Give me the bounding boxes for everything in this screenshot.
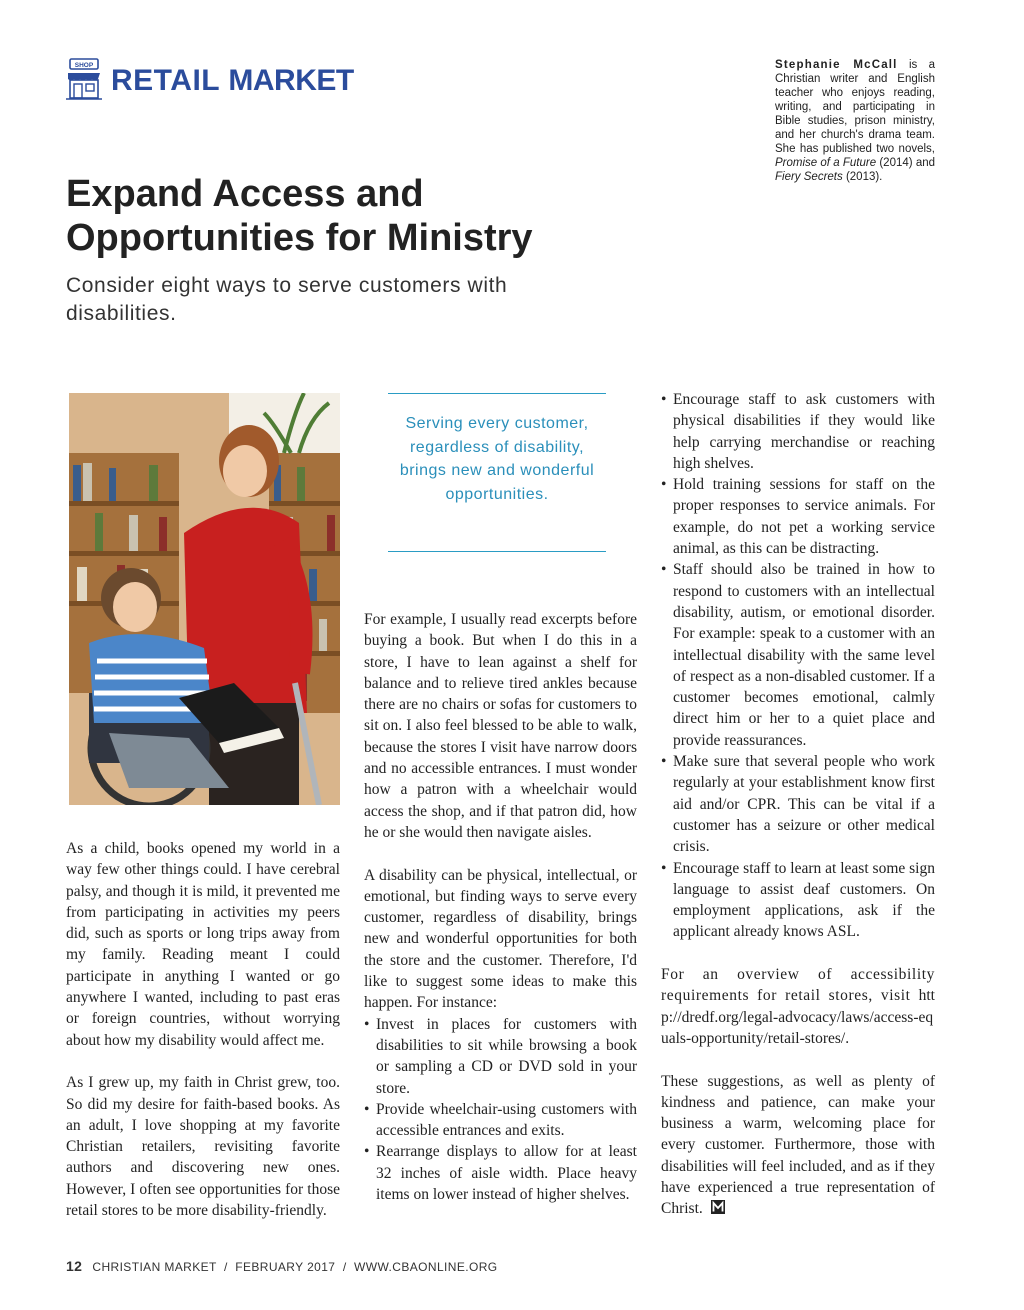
- paragraph: A disability can be physical, intellectual, or emotional, but finding ways to serve every customer, regardless of disability, brings new and wonderful opportunities for both the store and the customer. Therefore, I'd like to suggest some ideas to make this happen. For instance:: [364, 866, 637, 1012]
- article-column-1: [66, 838, 340, 1221]
- paragraph: [661, 1071, 935, 1220]
- page-number: 12: [66, 1258, 83, 1274]
- pull-quote: Serving every customer, regardless of disability, brings new and wonderful opportunities.: [399, 415, 595, 503]
- bio-text: is a Christian writer and English teacher who enjoys reading, writing, and participating in Bible studies, prison ministry, and her church's drama team. She has published two novels,: [775, 59, 936, 155]
- list-item: • Provide wheelchair-using customers with accessible entrances and exits.: [364, 1099, 637, 1142]
- pull-quote-rule-bottom: [388, 551, 606, 552]
- bio-text: (2013).: [842, 171, 883, 183]
- footer-text: CHRISTIAN MARKET / FEBRUARY 2017 / WWW.CBAONLINE.ORG: [92, 1260, 498, 1274]
- title-line: Opportunities for Ministry: [66, 217, 533, 259]
- suggestion-list: [661, 389, 935, 943]
- resource-link[interactable]: http://dredf.org/legal-advocacy/laws/access-equals-opportunity/retail-stores/.: [661, 987, 935, 1047]
- article-subtitle: Consider eight ways to serve customers with disabilities.: [66, 274, 508, 325]
- list-item: • Make sure that several people who work regularly at your establishment know first aid and/or CPR. This can be vital if a customer has a seizure or other medical crisis.: [661, 751, 935, 857]
- paragraph: As I grew up, my faith in Christ grew, too. So did my desire for faith-based books. As an adult, I love shopping at my favorite Christian retailers, revisiting favorite authors and discovering new ones. However, I often see opportunities for those retail stores to be more disability-friendly.: [66, 1074, 340, 1220]
- list-item: • Rearrange displays to allow for at least 32 inches of aisle width. Place heavy items on lower instead of higher shelves.: [364, 1141, 637, 1205]
- bio-book-title: Fiery Secrets: [775, 171, 843, 183]
- logo-word-retail: RETAIL: [111, 64, 220, 97]
- paragraph: [661, 964, 935, 1049]
- author-bio: [775, 58, 935, 184]
- paragraph-text: For an overview of accessibility requirements for retail stores, visit: [661, 966, 935, 1005]
- list-item: • Encourage staff to ask customers with physical disabilities if they would like help carrying merchandise or reaching high shelves.: [661, 389, 935, 474]
- article-photo: [69, 393, 340, 805]
- end-mark-icon: [711, 1200, 725, 1214]
- article-column-3: [661, 389, 935, 1220]
- bio-text: (2014) and: [876, 157, 936, 169]
- suggestion-list: [364, 1014, 637, 1206]
- list-item: • Invest in places for customers with disabilities to sit while browsing a book or sampling a CD or DVD sold in your store.: [364, 1014, 637, 1099]
- logo-wordmark: [111, 64, 354, 98]
- paragraph-text: These suggestions, as well as plenty of kindness and patience, can make your business a warm, welcoming place for every customer. Furthermore, those with disabilities will feel included, and as if they have experienced a true representation of Christ.: [661, 1072, 935, 1218]
- paragraph: As a child, books opened my world in a way few other things could. I have cerebral palsy, and though it is mild, it prevented me from participating in activities my peers did, such as sports or long trips away from my family. Reading meant I could participate in anything I wanted or go anywhere I wanted, including to past eras or foreign countries, without worrying about how my disability would affect me.: [66, 840, 340, 1049]
- list-item: • Hold training sessions for staff on the proper responses to service animals. For example, do not pet a working service animal, as this can be distracting.: [661, 474, 935, 559]
- bio-book-title: Promise of a Future: [775, 157, 877, 169]
- author-name: Stephanie McCall: [775, 59, 898, 71]
- shop-sign-text: SHOP: [74, 62, 94, 69]
- paragraph: For example, I usually read excerpts before buying a book. But when I do this in a store, I have to lean against a shelf for balance and to relieve tired ankles because there are no chairs or sofas for customers to sit on. I also feel blessed to be able to walk, because the stores I visit have narrow doors and no accessible entrances. I must wonder how a patron with a wheelchair would access the shop, and if that patron did, how he or she would then navigate aisles.: [364, 611, 637, 841]
- page-footer: [66, 1258, 498, 1274]
- pull-quote-rule-top: [388, 393, 606, 394]
- retail-market-logo: [66, 58, 376, 104]
- list-item: • Staff should also be trained in how to respond to customers with an intellectual disability, autism, or emotional disorder. For example: speak to a customer with an intellectual disability with the same level of respect as a non-disabled customer. If a customer becomes emotional, calmly direct him or her to a quiet place and provide reassurances.: [661, 559, 935, 751]
- article-title: [66, 172, 626, 260]
- article-column-2: [364, 609, 637, 1205]
- title-line: Expand Access and: [66, 173, 424, 215]
- logo-word-market: MARKET: [228, 64, 354, 97]
- list-item: • Encourage staff to learn at least some sign language to assist deaf customers. On employment applications, ask if the applicant already knows ASL.: [661, 858, 935, 943]
- shop-icon: [66, 58, 102, 100]
